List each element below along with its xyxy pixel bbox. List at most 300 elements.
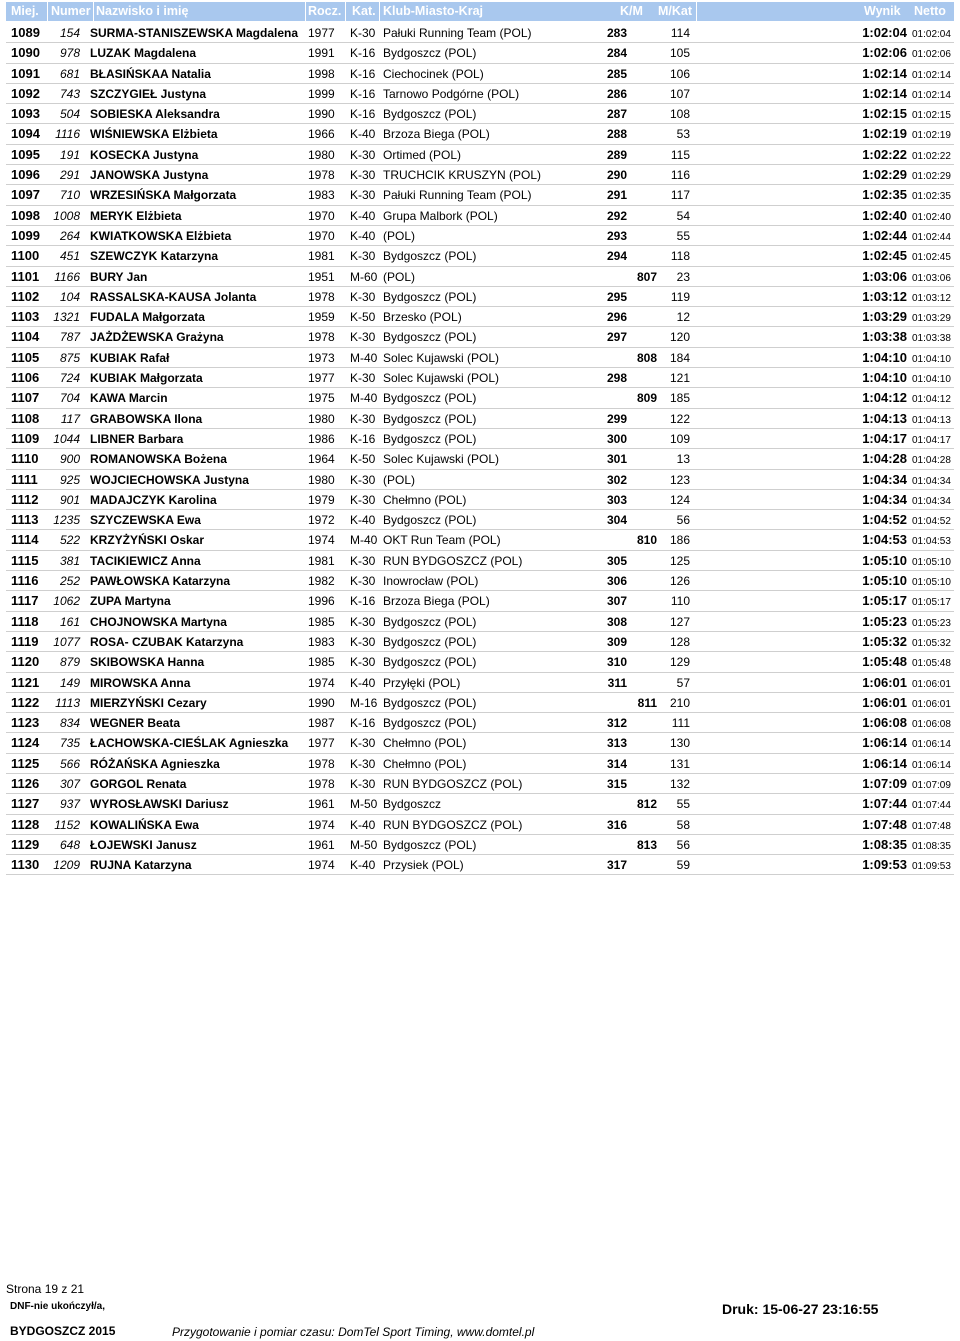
club-cell: Bydgoszcz (POL)	[383, 330, 477, 345]
category-cell: K-30	[350, 756, 376, 771]
header-netto: Netto	[914, 4, 946, 18]
name-cell: GORGOL Renata	[90, 776, 187, 791]
category-cell: K-16	[350, 66, 376, 81]
table-row	[6, 267, 954, 287]
club-cell: Bydgoszcz	[383, 797, 442, 812]
category-place-cell: 118	[670, 249, 690, 264]
category-place-cell: 53	[676, 127, 690, 142]
name-cell: TACIKIEWICZ Anna	[90, 553, 201, 568]
name-cell: KOWALIŃSKA Ewa	[90, 817, 199, 832]
net-time-cell: 01:05:32	[912, 637, 951, 649]
name-cell: WIŚNIEWSKA Elżbieta	[90, 127, 218, 142]
place-cell: 1092	[11, 85, 40, 101]
header-rocz: Rocz.	[308, 4, 342, 18]
category-cell: K-16	[350, 46, 376, 61]
gender-place-cell: 809	[636, 391, 657, 406]
name-cell: RÓŻAŃSKA Agnieszka	[90, 756, 220, 771]
category-place-cell: 123	[670, 472, 691, 487]
birth-year-cell: 1990	[308, 695, 335, 710]
table-header	[6, 2, 954, 21]
birth-year-cell: 1981	[308, 249, 335, 264]
table-row	[6, 64, 954, 84]
net-time-cell: 01:02:22	[912, 150, 951, 162]
category-cell: M-60	[350, 269, 378, 284]
category-place-cell: 131	[670, 756, 691, 771]
gender-place-cell: 288	[606, 127, 627, 142]
bib-number-cell: 710	[59, 188, 80, 203]
birth-year-cell: 1982	[308, 574, 335, 589]
net-time-cell: 01:02:04	[912, 29, 951, 40]
category-place-cell: 119	[670, 289, 690, 304]
gender-place-cell: 303	[606, 492, 627, 507]
net-time-cell: 01:04:12	[912, 394, 951, 406]
birth-year-cell: 1961	[308, 797, 335, 812]
result-cell: 1:02:14	[862, 65, 907, 81]
club-cell: (POL)	[383, 472, 416, 487]
place-cell: 1116	[11, 573, 39, 589]
net-time-cell: 01:06:08	[912, 719, 951, 731]
net-time-cell: 01:03:06	[912, 272, 951, 284]
birth-year-cell: 1978	[308, 776, 335, 791]
bib-number-cell: 724	[59, 371, 80, 386]
birth-year-cell: 1991	[308, 46, 335, 61]
name-cell: BŁASIŃSKAA Natalia	[90, 66, 211, 81]
birth-year-cell: 1980	[308, 147, 335, 162]
table-row	[6, 815, 954, 835]
table-row	[6, 84, 954, 104]
birth-year-cell: 1978	[308, 756, 335, 771]
category-cell: K-40	[350, 208, 376, 223]
result-cell: 1:04:10	[862, 370, 907, 386]
place-cell: 1100	[11, 248, 40, 264]
table-row	[6, 43, 954, 63]
gender-place-cell: 297	[606, 330, 627, 345]
net-time-cell: 01:05:23	[912, 617, 951, 629]
net-time-cell: 01:06:01	[912, 698, 951, 710]
birth-year-cell: 1972	[308, 513, 335, 528]
category-place-cell: 58	[676, 817, 690, 832]
table-row	[6, 571, 954, 591]
birth-year-cell: 1979	[308, 492, 335, 507]
gender-place-cell: 290	[606, 168, 627, 183]
gender-place-cell: 305	[606, 553, 627, 568]
name-cell: ROMANOWSKA Bożena	[90, 452, 227, 467]
result-cell: 1:07:44	[862, 796, 907, 812]
club-cell: Pałuki Running Team (POL)	[383, 188, 532, 203]
name-cell: ŁOJEWSKI Janusz	[90, 837, 197, 852]
bib-number-cell: 1062	[53, 594, 80, 609]
place-cell: 1111	[11, 471, 38, 487]
category-cell: K-30	[350, 26, 376, 40]
bib-number-cell: 252	[59, 574, 80, 589]
gender-place-cell: 306	[606, 574, 627, 589]
bib-number-cell: 117	[60, 411, 80, 426]
place-cell: 1090	[11, 45, 40, 61]
name-cell: SZEWCZYK Katarzyna	[90, 249, 219, 264]
gender-place-cell: 292	[606, 208, 627, 223]
category-place-cell: 12	[676, 310, 690, 325]
gender-place-cell: 294	[606, 249, 627, 264]
net-time-cell: 01:02:45	[912, 252, 951, 264]
birth-year-cell: 1951	[308, 269, 335, 284]
place-cell: 1112	[11, 491, 39, 507]
place-cell: 1114	[11, 532, 39, 548]
gender-place-cell: 307	[606, 594, 627, 609]
net-time-cell: 01:05:10	[912, 577, 951, 589]
place-cell: 1123	[11, 715, 40, 731]
club-cell: Solec Kujawski (POL)	[383, 350, 500, 365]
place-cell: 1126	[11, 775, 40, 791]
result-cell: 1:03:38	[862, 329, 907, 345]
table-row	[6, 388, 954, 408]
table-row	[6, 835, 954, 855]
result-cell: 1:04:12	[862, 390, 907, 406]
place-cell: 1103	[11, 309, 40, 325]
table-row	[6, 449, 954, 469]
name-cell: ROSA- CZUBAK Katarzyna	[90, 634, 244, 649]
birth-year-cell: 1975	[308, 391, 335, 406]
name-cell: LIBNER Barbara	[90, 431, 184, 446]
place-cell: 1096	[11, 167, 40, 183]
net-time-cell: 01:07:44	[912, 800, 951, 812]
gender-place-cell: 309	[606, 634, 627, 649]
category-place-cell: 125	[670, 553, 691, 568]
net-time-cell: 01:06:14	[912, 759, 951, 771]
bib-number-cell: 978	[59, 46, 80, 61]
category-place-cell: 55	[676, 797, 690, 812]
name-cell: SZCZYGIEŁ Justyna	[90, 86, 207, 101]
table-row	[6, 713, 954, 733]
header-mkat: M/Kat	[658, 4, 693, 18]
place-cell: 1095	[11, 146, 40, 162]
result-cell: 1:02:29	[862, 167, 907, 183]
bib-number-cell: 566	[59, 756, 80, 771]
net-time-cell: 01:04:17	[912, 434, 951, 446]
bib-number-cell: 681	[59, 66, 80, 81]
name-cell: JANOWSKA Justyna	[90, 168, 209, 183]
net-time-cell: 01:04:34	[912, 475, 951, 487]
table-row	[6, 774, 954, 794]
timing-credit: Przygotowanie i pomiar czasu: DomTel Sport Timing, www.domtel.pl	[172, 1325, 535, 1339]
category-place-cell: 126	[670, 574, 691, 589]
birth-year-cell: 1961	[308, 837, 335, 852]
gender-place-cell: 293	[606, 228, 627, 243]
result-cell: 1:05:10	[862, 573, 907, 589]
category-place-cell: 130	[670, 736, 691, 751]
category-cell: M-40	[350, 391, 378, 406]
category-place-cell: 121	[670, 371, 691, 386]
bib-number-cell: 149	[59, 675, 80, 690]
category-cell: K-30	[350, 614, 376, 629]
page-number: Strona 19 z 21	[6, 1282, 85, 1296]
gender-place-cell: 295	[606, 289, 627, 304]
category-place-cell: 117	[670, 188, 690, 203]
bib-number-cell: 1166	[54, 269, 80, 284]
place-cell: 1108	[11, 410, 40, 426]
place-cell: 1094	[11, 126, 40, 142]
table-row	[6, 591, 954, 611]
club-cell: Ortimed (POL)	[383, 147, 462, 162]
bib-number-cell: 307	[59, 776, 80, 791]
category-place-cell: 56	[676, 837, 690, 852]
birth-year-cell: 1977	[308, 736, 335, 751]
category-cell: K-40	[350, 127, 376, 142]
club-cell: Bydgoszcz (POL)	[383, 431, 477, 446]
name-cell: JAŻDŻEWSKA Grażyna	[90, 330, 224, 345]
category-place-cell: 55	[676, 228, 690, 243]
category-cell: K-16	[350, 716, 376, 731]
dnf-note: DNF-nie ukończył/a,	[10, 1301, 106, 1312]
category-place-cell: 116	[670, 168, 690, 183]
net-time-cell: 01:08:35	[912, 840, 951, 852]
birth-year-cell: 1983	[308, 188, 335, 203]
net-time-cell: 01:05:17	[912, 597, 951, 609]
result-cell: 1:06:08	[862, 715, 907, 731]
net-time-cell: 01:02:29	[912, 171, 951, 183]
bib-number-cell: 1321	[53, 310, 80, 325]
table-row	[6, 145, 954, 165]
table-row	[6, 368, 954, 388]
table-row	[6, 23, 954, 43]
name-cell: KOSECKA Justyna	[90, 147, 199, 162]
club-cell: Inowrocław (POL)	[383, 574, 479, 589]
net-time-cell: 01:04:13	[912, 414, 951, 426]
name-cell: SZYCZEWSKA Ewa	[90, 513, 201, 528]
table-row	[6, 673, 954, 693]
category-cell: K-30	[350, 553, 376, 568]
category-place-cell: 128	[670, 634, 691, 649]
category-place-cell: 109	[670, 431, 691, 446]
category-place-cell: 210	[670, 695, 691, 710]
gender-place-cell: 314	[606, 756, 627, 771]
bib-number-cell: 104	[59, 289, 80, 304]
category-place-cell: 107	[670, 86, 691, 101]
table-row	[6, 185, 954, 205]
club-cell: Bydgoszcz (POL)	[383, 107, 477, 122]
bib-number-cell: 1116	[55, 127, 80, 142]
category-place-cell: 105	[670, 46, 691, 61]
category-cell: K-30	[350, 411, 376, 426]
table-row	[6, 206, 954, 226]
result-cell: 1:02:06	[862, 45, 907, 61]
category-cell: K-50	[350, 452, 376, 467]
name-cell: MERYK Elżbieta	[90, 208, 182, 223]
club-cell: RUN BYDGOSZCZ (POL)	[383, 817, 523, 832]
gender-place-cell: 313	[606, 736, 627, 751]
name-cell: FUDALA Małgorzata	[90, 310, 205, 325]
club-cell: Brzoza Biega (POL)	[383, 594, 490, 609]
birth-year-cell: 1978	[308, 330, 335, 345]
gender-place-cell: 287	[606, 107, 627, 122]
category-place-cell: 129	[670, 655, 691, 670]
category-cell: K-16	[350, 107, 376, 122]
net-time-cell: 01:09:53	[912, 861, 951, 873]
club-cell: Chełmno (POL)	[383, 756, 467, 771]
result-cell: 1:07:09	[862, 775, 907, 791]
gender-place-cell: 810	[636, 533, 657, 548]
club-cell: Bydgoszcz (POL)	[383, 513, 477, 528]
category-cell: K-30	[350, 574, 376, 589]
net-time-cell: 01:04:28	[912, 455, 951, 467]
name-cell: LUZAK Magdalena	[90, 46, 197, 61]
place-cell: 1124	[11, 735, 40, 751]
net-time-cell: 01:05:48	[912, 658, 951, 670]
result-cell: 1:05:17	[862, 593, 907, 609]
net-time-cell: 01:02:14	[912, 69, 951, 81]
category-cell: K-40	[350, 513, 376, 528]
bib-number-cell: 704	[59, 391, 80, 406]
bib-number-cell: 1235	[53, 513, 80, 528]
gender-place-cell: 286	[606, 86, 627, 101]
name-cell: WRZESIŃSKA Małgorzata	[90, 188, 237, 203]
birth-year-cell: 1977	[308, 26, 335, 40]
club-cell: (POL)	[383, 228, 416, 243]
gender-place-cell: 300	[606, 431, 627, 446]
category-cell: K-16	[350, 594, 376, 609]
birth-year-cell: 1990	[308, 107, 335, 122]
result-cell: 1:02:22	[862, 146, 907, 162]
table-row	[6, 287, 954, 307]
bib-number-cell: 1008	[53, 208, 80, 223]
category-place-cell: 186	[670, 533, 691, 548]
name-cell: KAWA Marcin	[90, 391, 168, 406]
net-time-cell: 01:04:53	[912, 536, 951, 548]
name-cell: KRZYŻYŃSKI Oskar	[90, 533, 205, 548]
category-cell: M-40	[350, 350, 378, 365]
name-cell: RUJNA Katarzyna	[90, 858, 192, 873]
bib-number-cell: 504	[59, 107, 80, 122]
place-cell: 1098	[11, 207, 40, 223]
net-time-cell: 01:04:34	[912, 495, 951, 507]
bib-number-cell: 1077	[53, 634, 80, 649]
gender-place-cell: 312	[606, 716, 627, 731]
category-place-cell: 59	[676, 858, 690, 873]
club-cell: Chełmno (POL)	[383, 736, 467, 751]
place-cell: 1099	[11, 227, 40, 243]
category-place-cell: 127	[670, 614, 691, 629]
gender-place-cell: 310	[606, 655, 627, 670]
place-cell: 1107	[11, 390, 40, 406]
place-cell: 1115	[11, 552, 39, 568]
net-time-cell: 01:02:40	[912, 211, 951, 223]
table-row	[6, 530, 954, 550]
result-cell: 1:04:53	[862, 532, 907, 548]
place-cell: 1130	[11, 857, 40, 873]
place-cell: 1091	[11, 65, 40, 81]
category-place-cell: 13	[676, 452, 690, 467]
category-cell: K-40	[350, 675, 376, 690]
bib-number-cell: 381	[59, 553, 80, 568]
place-cell: 1129	[11, 836, 40, 852]
category-place-cell: 124	[670, 492, 691, 507]
category-cell: K-40	[350, 817, 376, 832]
birth-year-cell: 1998	[308, 66, 335, 81]
category-cell: K-16	[350, 86, 376, 101]
name-cell: MADAJCZYK Karolina	[90, 492, 217, 507]
club-cell: Solec Kujawski (POL)	[383, 452, 500, 467]
club-cell: Bydgoszcz (POL)	[383, 289, 477, 304]
bib-number-cell: 735	[59, 736, 80, 751]
table-row	[6, 348, 954, 368]
table-row	[6, 855, 954, 875]
place-cell: 1110	[11, 451, 39, 467]
place-cell: 1118	[11, 613, 39, 629]
net-time-cell: 01:02:06	[912, 49, 951, 61]
bib-number-cell: 291	[59, 168, 80, 183]
birth-year-cell: 1999	[308, 86, 335, 101]
name-cell: KWIATKOWSKA Elżbieta	[90, 228, 232, 243]
birth-year-cell: 1980	[308, 472, 335, 487]
table-row	[6, 652, 954, 672]
birth-year-cell: 1986	[308, 431, 335, 446]
table-row	[6, 409, 954, 429]
result-cell: 1:04:34	[862, 471, 907, 487]
name-cell: KUBIAK Małgorzata	[90, 371, 203, 386]
bib-number-cell: 925	[59, 472, 80, 487]
club-cell: Solec Kujawski (POL)	[383, 371, 500, 386]
net-time-cell: 01:03:29	[912, 313, 951, 325]
place-cell: 1097	[11, 187, 40, 203]
club-cell: Tarnowo Podgórne (POL)	[383, 86, 520, 101]
gender-place-cell: 284	[606, 46, 627, 61]
club-cell: Chełmno (POL)	[383, 492, 467, 507]
net-time-cell: 01:07:09	[912, 779, 951, 791]
name-cell: BURY Jan	[90, 269, 148, 284]
club-cell: (POL)	[383, 269, 416, 284]
birth-year-cell: 1974	[308, 533, 335, 548]
bib-number-cell: 900	[59, 452, 80, 467]
name-cell: ŁACHOWSKA-CIEŚLAK Agnieszka	[90, 736, 289, 751]
bib-number-cell: 1209	[53, 858, 80, 873]
gender-place-cell: 813	[636, 837, 657, 852]
table-row	[6, 754, 954, 774]
gender-place-cell: 317	[606, 858, 627, 873]
category-cell: K-40	[350, 228, 376, 243]
net-time-cell: 01:02:35	[912, 191, 951, 203]
category-cell: K-30	[350, 289, 376, 304]
birth-year-cell: 1973	[308, 350, 335, 365]
club-cell: Bydgoszcz (POL)	[383, 634, 477, 649]
net-time-cell: 01:03:12	[912, 292, 951, 304]
net-time-cell: 01:04:52	[912, 516, 951, 528]
bib-number-cell: 834	[59, 716, 80, 731]
name-cell: SOBIESKA Aleksandra	[90, 107, 220, 122]
place-cell: 1125	[11, 755, 40, 771]
name-cell: SURMA-STANISZEWSKA Magdalena	[90, 26, 299, 40]
net-time-cell: 01:04:10	[912, 374, 951, 386]
bib-number-cell: 879	[59, 655, 80, 670]
result-cell: 1:02:04	[862, 25, 907, 40]
bib-number-cell: 937	[59, 797, 80, 812]
bib-number-cell: 1152	[54, 817, 80, 832]
bib-number-cell: 648	[59, 837, 80, 852]
name-cell: PAWŁOWSKA Katarzyna	[90, 574, 231, 589]
club-cell: Bydgoszcz (POL)	[383, 837, 477, 852]
name-cell: ZUPA Martyna	[90, 594, 171, 609]
category-place-cell: 108	[670, 107, 691, 122]
net-time-cell: 01:07:48	[912, 820, 951, 832]
category-place-cell: 115	[670, 147, 690, 162]
table-row	[6, 104, 954, 124]
category-cell: M-50	[350, 797, 378, 812]
category-place-cell: 110	[670, 594, 690, 609]
bib-number-cell: 787	[59, 330, 80, 345]
result-cell: 1:02:15	[862, 106, 907, 122]
place-cell: 1109	[11, 430, 40, 446]
name-cell: SKIBOWSKA Hanna	[90, 655, 205, 670]
place-cell: 1102	[11, 288, 40, 304]
birth-year-cell: 1966	[308, 127, 335, 142]
